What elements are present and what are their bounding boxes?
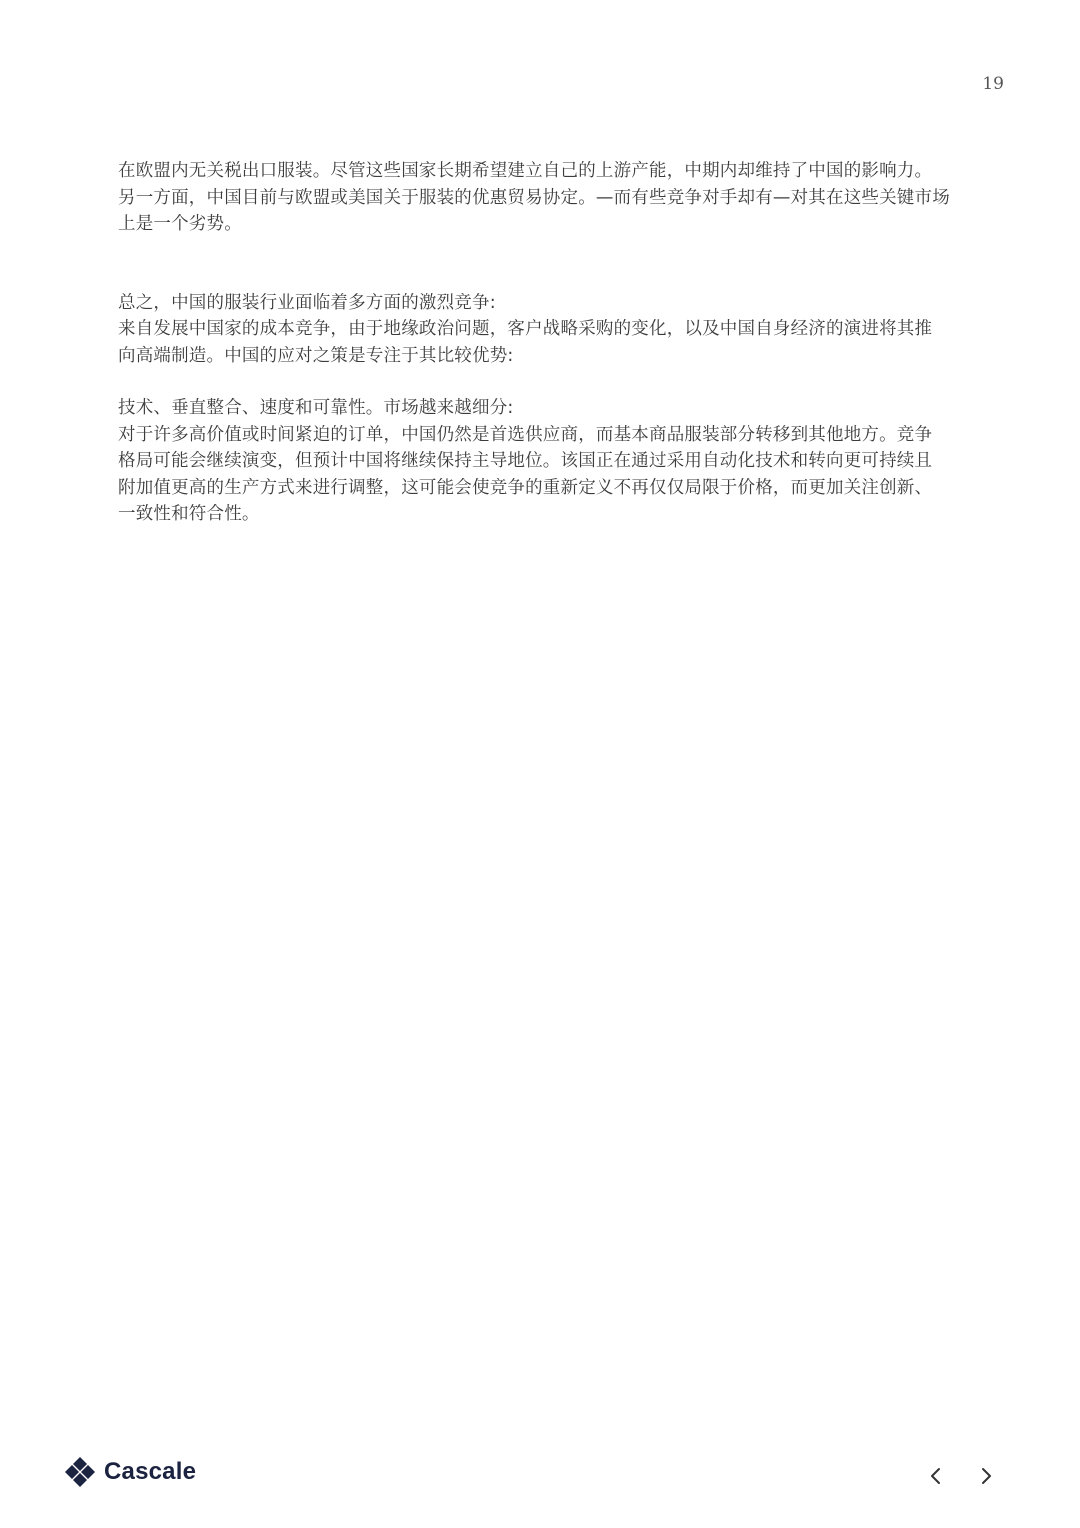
text-line: 总之，中国的服装行业面临着多方面的激烈竞争: — [118, 292, 496, 313]
page-number: 19 — [982, 74, 1004, 94]
text-line: 另一方面，中国目前与欧盟或美国关于服装的优惠贸易协定。—而有些竞争对手却有—对其在这些关键市场 — [118, 187, 950, 208]
cascale-logo-icon — [64, 1456, 96, 1488]
chevron-left-icon — [929, 1467, 943, 1485]
previous-page-button[interactable] — [922, 1462, 950, 1490]
body-text — [118, 158, 978, 528]
text-line: 在欧盟内无关税出口服装。尽管这些国家长期希望建立自己的上游产能，中期内却维持了中国的影响力。 — [118, 161, 933, 181]
paragraph — [118, 395, 978, 528]
text-line: 上是一个劣势。 — [118, 214, 242, 234]
next-page-button[interactable] — [972, 1462, 1000, 1490]
text-line: 来自发展中国家的成本竞争，由于地缘政治问题，客户战略采购的变化，以及中国自身经济的演进将其推 — [118, 319, 933, 339]
text-line: 技术、垂直整合、速度和可靠性。市场越来越细分: — [118, 398, 514, 418]
text-line: 一致性和符合性。 — [118, 504, 260, 524]
paragraph — [118, 158, 978, 238]
chevron-right-icon — [979, 1467, 993, 1485]
brand-logo — [64, 1456, 196, 1488]
brand-name: Cascale — [104, 1458, 197, 1485]
text-line: 格局可能会继续演变，但预计中国将继续保持主导地位。该国正在通过采用自动化技术和转向更可持续且 — [118, 451, 933, 471]
text-line: 对于许多高价值或时间紧迫的订单，中国仍然是首选供应商，而基本商品服装部分转移到其他地方。竞争 — [118, 424, 933, 445]
text-line: 附加值更高的生产方式来进行调整，这可能会使竞争的重新定义不再仅仅局限于价格，而更加关注创新、 — [118, 477, 933, 498]
text-line: 向高端制造。中国的应对之策是专注于其比较优势: — [118, 345, 514, 366]
paragraph — [118, 290, 978, 370]
